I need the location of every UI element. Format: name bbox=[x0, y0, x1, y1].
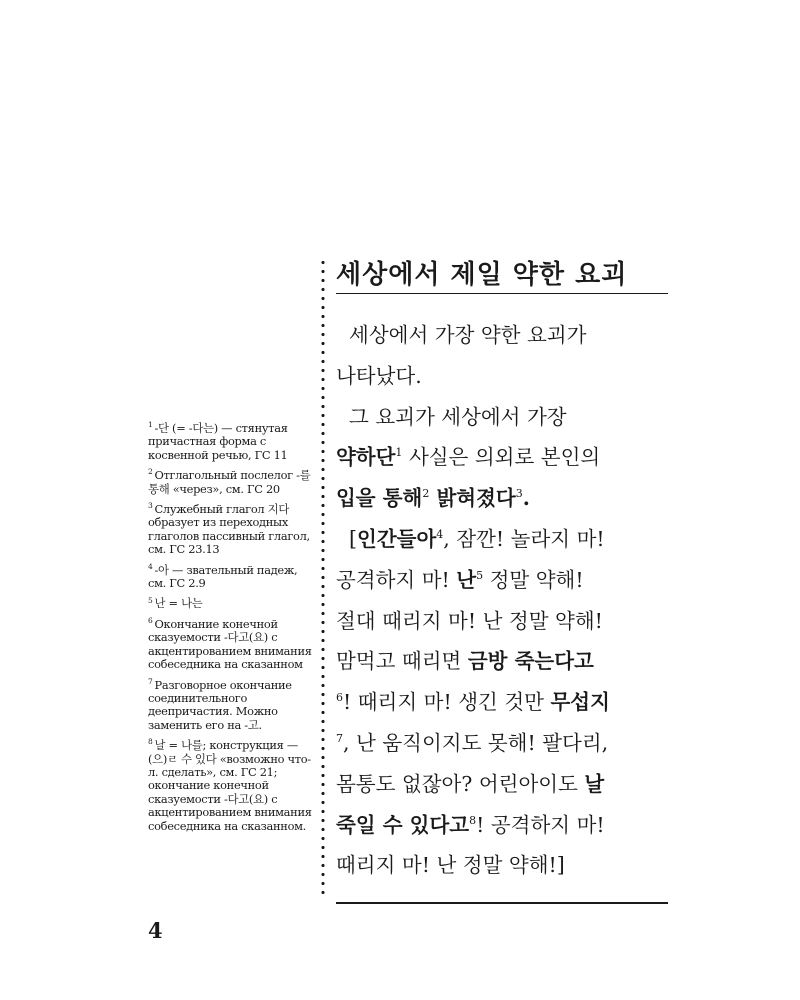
glossed-phrase: 난 bbox=[456, 567, 477, 592]
footnote-text: Служебный глагол 지다 образует из переходных глаголов пассивный глагол, см. ГС 23.13 bbox=[148, 502, 310, 557]
bottom-rule bbox=[336, 902, 668, 904]
footnote-marker: 4 bbox=[436, 528, 444, 542]
text-line bbox=[336, 397, 670, 438]
footnote-marker: 5 bbox=[476, 568, 484, 582]
text-segment: 정말 약해! bbox=[483, 567, 584, 592]
footnote bbox=[148, 469, 316, 496]
dotted-divider bbox=[320, 258, 326, 894]
footnote-text: Разговорное окончание соединительного деепричастия. Можно заменить его на -고. bbox=[148, 677, 292, 732]
footnote-text: -단 (= -다는) — стянутая причастная форма с косвенной речью, ГС 11 bbox=[148, 421, 288, 462]
footnote-number: 3 bbox=[148, 501, 153, 511]
footnote-text: Окончание конечной сказуемости -다고(요) с акцентированием внимания собеседника на сказанном bbox=[148, 616, 312, 672]
text-segment: 나타났다. bbox=[336, 363, 422, 388]
glossed-phrase: 인간들아 bbox=[357, 526, 437, 551]
text-segment: , 난 움직이지도 못해! 팔다리, bbox=[343, 730, 609, 755]
footnote bbox=[148, 676, 316, 733]
footnote-number: 7 bbox=[148, 676, 153, 686]
glossed-phrase: 죽일 수 있다고 bbox=[336, 812, 470, 837]
footnote-number: 5 bbox=[148, 595, 153, 605]
footnote bbox=[148, 422, 316, 462]
footnotes bbox=[148, 422, 316, 840]
glossed-phrase: 입을 통해 bbox=[336, 486, 423, 511]
text-segment: 때리지 마! 난 정말 약해!] bbox=[336, 853, 565, 878]
text-line bbox=[336, 845, 670, 886]
glossed-phrase: 약하단 bbox=[336, 445, 396, 470]
text-segment: 절대 때리지 마! 난 정말 약해! bbox=[336, 608, 603, 633]
footnote-text: 날 = 나를; конструкция —(으)ㄹ 수 있다 «возможно что-л. сделать», см. ГС 21; окончание конечной сказуемости -다고(요) с акцентированием внимания собеседника на сказанном. bbox=[148, 738, 312, 833]
footnote-number: 1 bbox=[148, 420, 153, 430]
text-segment: 공격하지 마! bbox=[336, 567, 457, 592]
text-line bbox=[336, 723, 670, 764]
text-segment: ! 공격하지 마! bbox=[476, 812, 605, 837]
footnote-marker: 7 bbox=[336, 732, 343, 746]
footnote-text: Отглагольный послелог -를 통해 «через», см. ГС 20 bbox=[148, 468, 311, 496]
footnote-marker: 3 bbox=[515, 487, 523, 501]
text-segment: , 잠깐! 놀라지 마! bbox=[443, 526, 605, 551]
text-line bbox=[336, 315, 670, 356]
text-line bbox=[336, 437, 670, 478]
page-number: 4 bbox=[148, 918, 163, 943]
text-segment: 맘먹고 때리면 bbox=[336, 649, 468, 674]
footnote-number: 2 bbox=[148, 467, 153, 477]
footnote-text: -아 — звательный падеж, см. ГС 2.9 bbox=[148, 562, 298, 591]
text-line bbox=[336, 764, 670, 805]
text-line bbox=[336, 601, 670, 642]
footnote-marker: 2 bbox=[422, 487, 430, 501]
glossed-phrase: 날 bbox=[584, 771, 605, 796]
text-line bbox=[336, 641, 670, 682]
text-line bbox=[336, 682, 670, 723]
glossed-phrase: . bbox=[522, 486, 530, 511]
text-line bbox=[336, 805, 670, 846]
footnote-number: 8 bbox=[148, 737, 153, 747]
text-segment: ! 때리지 마! 생긴 것만 bbox=[343, 690, 551, 715]
footnote-marker: 6 bbox=[336, 691, 343, 705]
text-line bbox=[336, 478, 670, 519]
story-text bbox=[336, 315, 670, 886]
footnote-text: 난 = 나는 bbox=[154, 596, 203, 611]
glossed-phrase: 무섭지 bbox=[550, 690, 610, 715]
footnote bbox=[148, 618, 316, 672]
title-rule bbox=[336, 293, 668, 294]
text-segment: 몸통도 없잖아? 어린아이도 bbox=[336, 771, 585, 796]
text-segment: 사실은 의외로 본인의 bbox=[402, 445, 601, 470]
glossed-phrase: 금방 죽는다고 bbox=[467, 649, 594, 674]
text-segment: 그 요괴가 세상에서 가장 bbox=[336, 404, 567, 429]
glossed-phrase: 밝혀졌다 bbox=[429, 486, 516, 511]
footnote-number: 6 bbox=[148, 616, 153, 626]
footnote bbox=[148, 503, 316, 557]
footnote-marker: 1 bbox=[395, 446, 403, 460]
footnote-marker: 8 bbox=[469, 813, 477, 827]
text-segment: [ bbox=[336, 526, 358, 551]
footnote-number: 4 bbox=[148, 561, 153, 571]
text-line bbox=[336, 560, 670, 601]
footnote bbox=[148, 739, 316, 833]
text-line bbox=[336, 356, 670, 397]
footnote bbox=[148, 597, 316, 610]
text-segment: 세상에서 가장 약한 요괴가 bbox=[336, 323, 587, 347]
story-title: 세상에서 제일 약한 요괴 bbox=[336, 260, 628, 290]
footnote bbox=[148, 561, 316, 591]
text-line bbox=[336, 519, 670, 560]
